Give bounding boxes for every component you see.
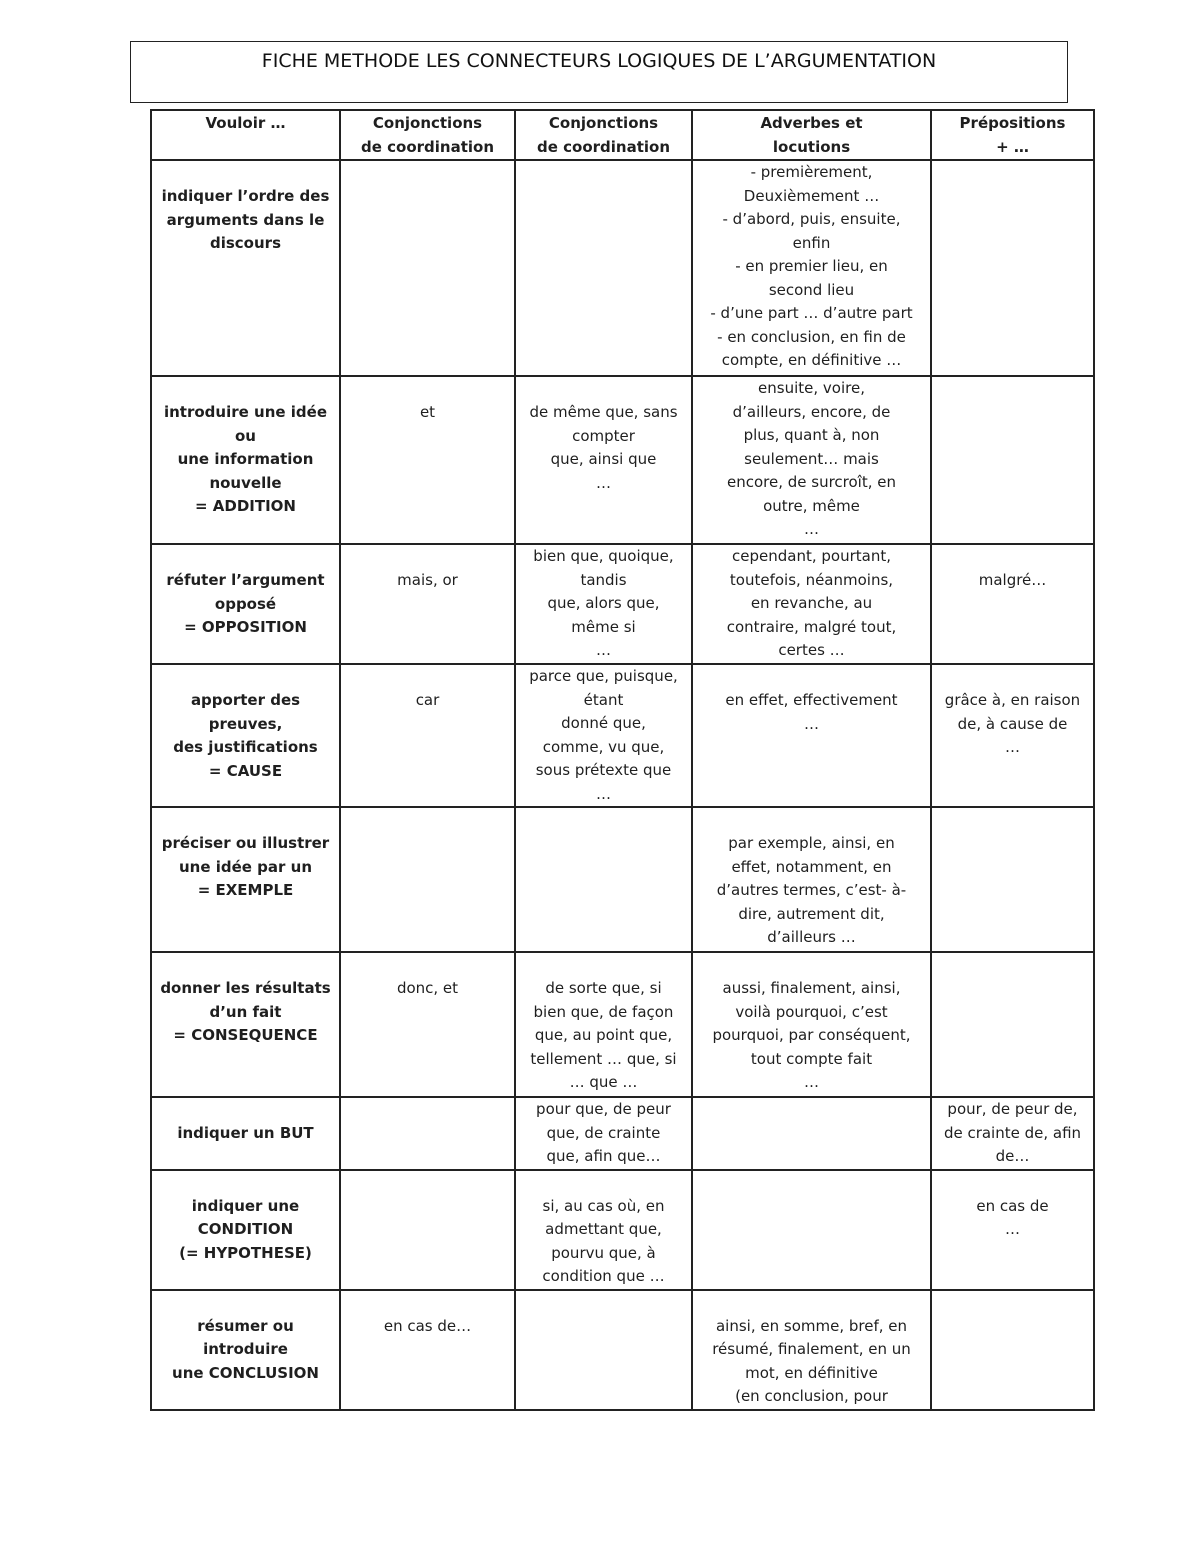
table-row: [151, 1170, 1094, 1290]
header-row: [151, 110, 1094, 160]
prepositions-cell: [931, 1290, 1094, 1410]
subordination-cell: si, au cas où, en admettant que, pourvu que, à condition que …: [515, 1170, 692, 1290]
coordination-cell: donc, et: [340, 952, 515, 1097]
prepositions-cell: en cas de …: [931, 1170, 1094, 1290]
prepositions-cell: malgré…: [931, 544, 1094, 664]
table-row: [151, 807, 1094, 952]
prepositions-cell: [931, 807, 1094, 952]
coordination-cell: car: [340, 664, 515, 807]
coordination-cell: et: [340, 376, 515, 544]
subordination-cell: pour que, de peur que, de crainte que, afin que…: [515, 1097, 692, 1170]
usage-cell: indiquer l’ordre des arguments dans le discours: [151, 160, 340, 376]
usage-cell: préciser ou illustrer une idée par un = EXEMPLE: [151, 807, 340, 952]
table-row: [151, 952, 1094, 1097]
adverbs-cell: [692, 1097, 931, 1170]
table-row: [151, 1097, 1094, 1170]
adverbs-cell: aussi, finalement, ainsi, voilà pourquoi, c’est pourquoi, par conséquent, tout compte fait …: [692, 952, 931, 1097]
subordination-cell: [515, 160, 692, 376]
prepositions-cell: [931, 952, 1094, 1097]
usage-cell: indiquer une CONDITION (= HYPOTHESE): [151, 1170, 340, 1290]
document-title: FICHE METHODE LES CONNECTEURS LOGIQUES DE L’ARGUMENTATION: [261, 50, 937, 72]
header-subordination: Conjonctions de coordination: [515, 110, 692, 160]
coordination-cell: [340, 1170, 515, 1290]
header-vouloir: Vouloir …: [151, 110, 340, 160]
subordination-cell: [515, 807, 692, 952]
coordination-cell: mais, or: [340, 544, 515, 664]
header-adverbs: Adverbes et locutions: [692, 110, 931, 160]
adverbs-cell: ainsi, en somme, bref, en résumé, finalement, en un mot, en définitive (en conclusion, pour: [692, 1290, 931, 1410]
table-row: [151, 160, 1094, 376]
header-coordination: Conjonctions de coordination: [340, 110, 515, 160]
prepositions-cell: [931, 376, 1094, 544]
subordination-cell: bien que, quoique, tandis que, alors que, même si …: [515, 544, 692, 664]
adverbs-cell: [692, 1170, 931, 1290]
usage-cell: réfuter l’argument opposé = OPPOSITION: [151, 544, 340, 664]
adverbs-cell: - premièrement, Deuxièmement … - d’abord, puis, ensuite, enfin - en premier lieu, en second lieu - d’une part … d’autre part - en conclusion, en fin de compte, en définitive …: [692, 160, 931, 376]
usage-cell: introduire une idée ou une information nouvelle = ADDITION: [151, 376, 340, 544]
subordination-cell: parce que, puisque, étant donné que, comme, vu que, sous prétexte que …: [515, 664, 692, 807]
table-row: [151, 664, 1094, 807]
prepositions-cell: grâce à, en raison de, à cause de …: [931, 664, 1094, 807]
adverbs-cell: ensuite, voire, d’ailleurs, encore, de plus, quant à, non seulement… mais encore, de surcroît, en outre, même …: [692, 376, 931, 544]
usage-cell: indiquer un BUT: [151, 1097, 340, 1170]
prepositions-cell: pour, de peur de, de crainte de, afin de…: [931, 1097, 1094, 1170]
subordination-cell: de même que, sans compter que, ainsi que …: [515, 376, 692, 544]
adverbs-cell: cependant, pourtant, toutefois, néanmoins, en revanche, au contraire, malgré tout, certes …: [692, 544, 931, 664]
usage-cell: apporter des preuves, des justifications = CAUSE: [151, 664, 340, 807]
table-row: [151, 544, 1094, 664]
adverbs-cell: en effet, effectivement …: [692, 664, 931, 807]
usage-cell: donner les résultats d’un fait = CONSEQUENCE: [151, 952, 340, 1097]
usage-cell: résumer ou introduire une CONCLUSION: [151, 1290, 340, 1410]
prepositions-cell: [931, 160, 1094, 376]
adverbs-cell: par exemple, ainsi, en effet, notamment, en d’autres termes, c’est- à- dire, autrement dit, d’ailleurs …: [692, 807, 931, 952]
connectors-table: [150, 109, 1095, 1411]
subordination-cell: [515, 1290, 692, 1410]
table-row: [151, 1290, 1094, 1410]
coordination-cell: [340, 160, 515, 376]
title-box: [130, 41, 1068, 103]
coordination-cell: [340, 1097, 515, 1170]
coordination-cell: en cas de…: [340, 1290, 515, 1410]
header-prepositions: Prépositions + …: [931, 110, 1094, 160]
table-row: [151, 376, 1094, 544]
coordination-cell: [340, 807, 515, 952]
subordination-cell: de sorte que, si bien que, de façon que, au point que, tellement … que, si … que …: [515, 952, 692, 1097]
